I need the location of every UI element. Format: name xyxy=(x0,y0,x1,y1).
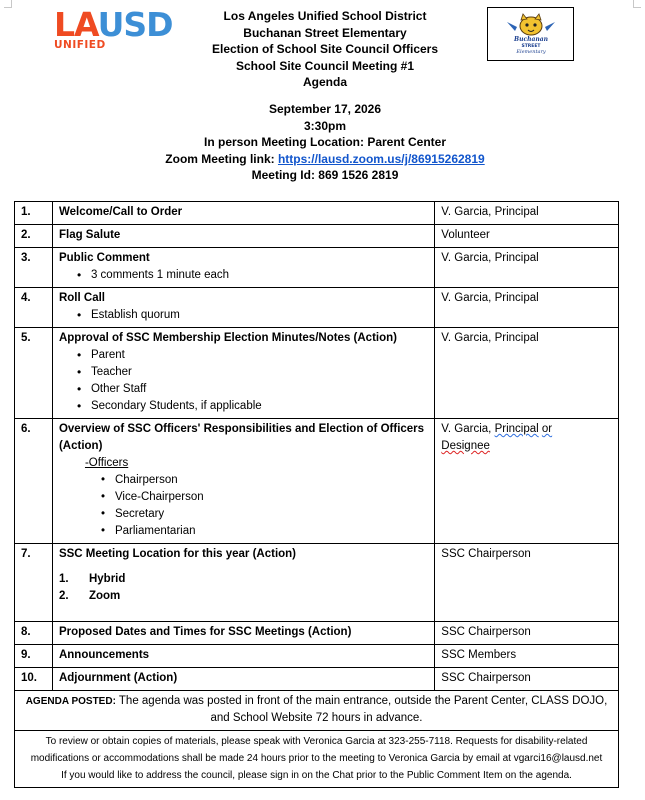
item-presenter: V. Garcia, Principal xyxy=(435,288,619,328)
agenda-row xyxy=(15,225,619,248)
list-item: • Teacher xyxy=(77,364,428,381)
item-title: Welcome/Call to Order xyxy=(58,206,183,218)
agenda-row xyxy=(15,419,619,544)
zoom-line: Zoom Meeting link: https://lausd.zoom.us/j/86915262819 xyxy=(165,151,485,166)
item-title: SSC Meeting Location for this year (Action) xyxy=(58,548,297,560)
item-presenter: Volunteer xyxy=(435,225,619,248)
district-name: Los Angeles Unified School District xyxy=(223,9,427,23)
item-title: Adjournment (Action) xyxy=(58,672,178,684)
item-number: 5. xyxy=(15,328,53,419)
list-item: • 3 comments 1 minute each xyxy=(77,267,428,284)
item-title: Proposed Dates and Times for SSC Meetings (Action) xyxy=(58,626,352,638)
agenda-row xyxy=(15,645,619,668)
page-corner-mark xyxy=(4,0,12,8)
lausd-logo: LAUSD UNIFIED xyxy=(54,5,173,51)
event-title: Election of School Site Council Officers xyxy=(211,42,439,57)
item-number: 3. xyxy=(15,248,53,288)
agenda-title: Agenda xyxy=(302,75,347,90)
list-item: • Parliamentarian xyxy=(101,523,428,540)
item-presenter: SSC Members xyxy=(435,645,619,668)
agenda-table xyxy=(14,201,619,788)
accessibility-notice: To review or obtain copies of materials, please speak with Veronica Garcia at 323-255-7118. Requests for disability-related modifications or accommodations shall be made 24 hours prior to the meeting to Veronica Garcia by email at vgarci16@lausd.net If you would like to address the council, please sign in on the Chat prior to the Public Comment Item on the agenda. xyxy=(15,731,619,788)
item-number: 4. xyxy=(15,288,53,328)
agenda-row xyxy=(15,202,619,225)
item-title: Roll Call xyxy=(58,292,105,304)
item-presenter: V. Garcia, Principal xyxy=(435,248,619,288)
agenda-row xyxy=(15,288,619,328)
list-item: • Chairperson xyxy=(101,472,428,489)
list-item: • Vice-Chairperson xyxy=(101,489,428,506)
list-item: • Establish quorum xyxy=(77,307,428,324)
item-presenter: V. Garcia, Principal xyxy=(435,328,619,419)
item-number: 7. xyxy=(15,544,53,622)
item-title: Approval of SSC Membership Election Minutes/Notes (Action) xyxy=(58,332,397,344)
list-item: 1. Hybrid xyxy=(58,573,126,585)
document-header xyxy=(150,8,500,91)
agenda-row xyxy=(15,668,619,691)
meeting-id: Meeting Id: 869 1526 2819 xyxy=(251,168,399,183)
meeting-info xyxy=(120,101,530,184)
item-number: 9. xyxy=(15,645,53,668)
svg-text:Elementary: Elementary xyxy=(515,49,546,55)
agenda-row xyxy=(15,544,619,622)
meeting-date: September 17, 2026 xyxy=(268,102,382,116)
svg-text:STREET: STREET xyxy=(521,44,540,49)
item-number: 1. xyxy=(15,202,53,225)
item-presenter: SSC Chairperson xyxy=(435,668,619,691)
zoom-meeting-link[interactable]: https://lausd.zoom.us/j/86915262819 xyxy=(277,151,485,166)
posted-notice: AGENDA POSTED: The agenda was posted in front of the main entrance, outside the Parent Center, CLASS DOJO, and School Website 72 hours in advance. xyxy=(15,691,619,731)
chat-instructions: If you would like to address the council, please sign in on the Chat prior to the Public Comment Item on the agenda. xyxy=(61,770,572,781)
accessibility-notice-row xyxy=(15,731,619,788)
list-item: 2. Zoom xyxy=(58,590,121,602)
bobcat-mascot-icon xyxy=(501,12,561,56)
item-number: 2. xyxy=(15,225,53,248)
item-number: 8. xyxy=(15,622,53,645)
officers-subheading: -Officers xyxy=(84,457,129,469)
item-title: Announcements xyxy=(58,649,150,661)
school-mascot-logo xyxy=(487,7,574,61)
item-presenter: SSC Chairperson xyxy=(435,544,619,622)
agenda-row xyxy=(15,328,619,419)
agenda-row xyxy=(15,248,619,288)
item-number: 6. xyxy=(15,419,53,544)
meeting-time: 3:30pm xyxy=(303,118,347,133)
school-name: Buchanan Street Elementary xyxy=(243,25,407,40)
item-title: Flag Salute xyxy=(58,229,121,241)
list-item: • Parent xyxy=(77,347,428,364)
item-presenter: SSC Chairperson xyxy=(435,622,619,645)
list-item: • Other Staff xyxy=(77,381,428,398)
item-number: 10. xyxy=(15,668,53,691)
svg-text:Buchanan: Buchanan xyxy=(513,36,548,43)
list-item: • Secretary xyxy=(101,506,428,523)
posted-notice-row xyxy=(15,691,619,731)
meeting-location: In person Meeting Location: Parent Center xyxy=(203,135,447,150)
item-presenter: V. Garcia, Principal or Designee xyxy=(435,419,619,544)
item-presenter: V. Garcia, Principal xyxy=(435,202,619,225)
agenda-row xyxy=(15,622,619,645)
meeting-title: School Site Council Meeting #1 xyxy=(235,58,415,73)
item-title: Public Comment xyxy=(58,252,150,264)
item-title: Overview of SSC Officers' Responsibilities and Election of Officers (Action) xyxy=(58,423,425,452)
list-item: • Secondary Students, if applicable xyxy=(77,398,428,415)
page-corner-mark xyxy=(633,0,641,8)
